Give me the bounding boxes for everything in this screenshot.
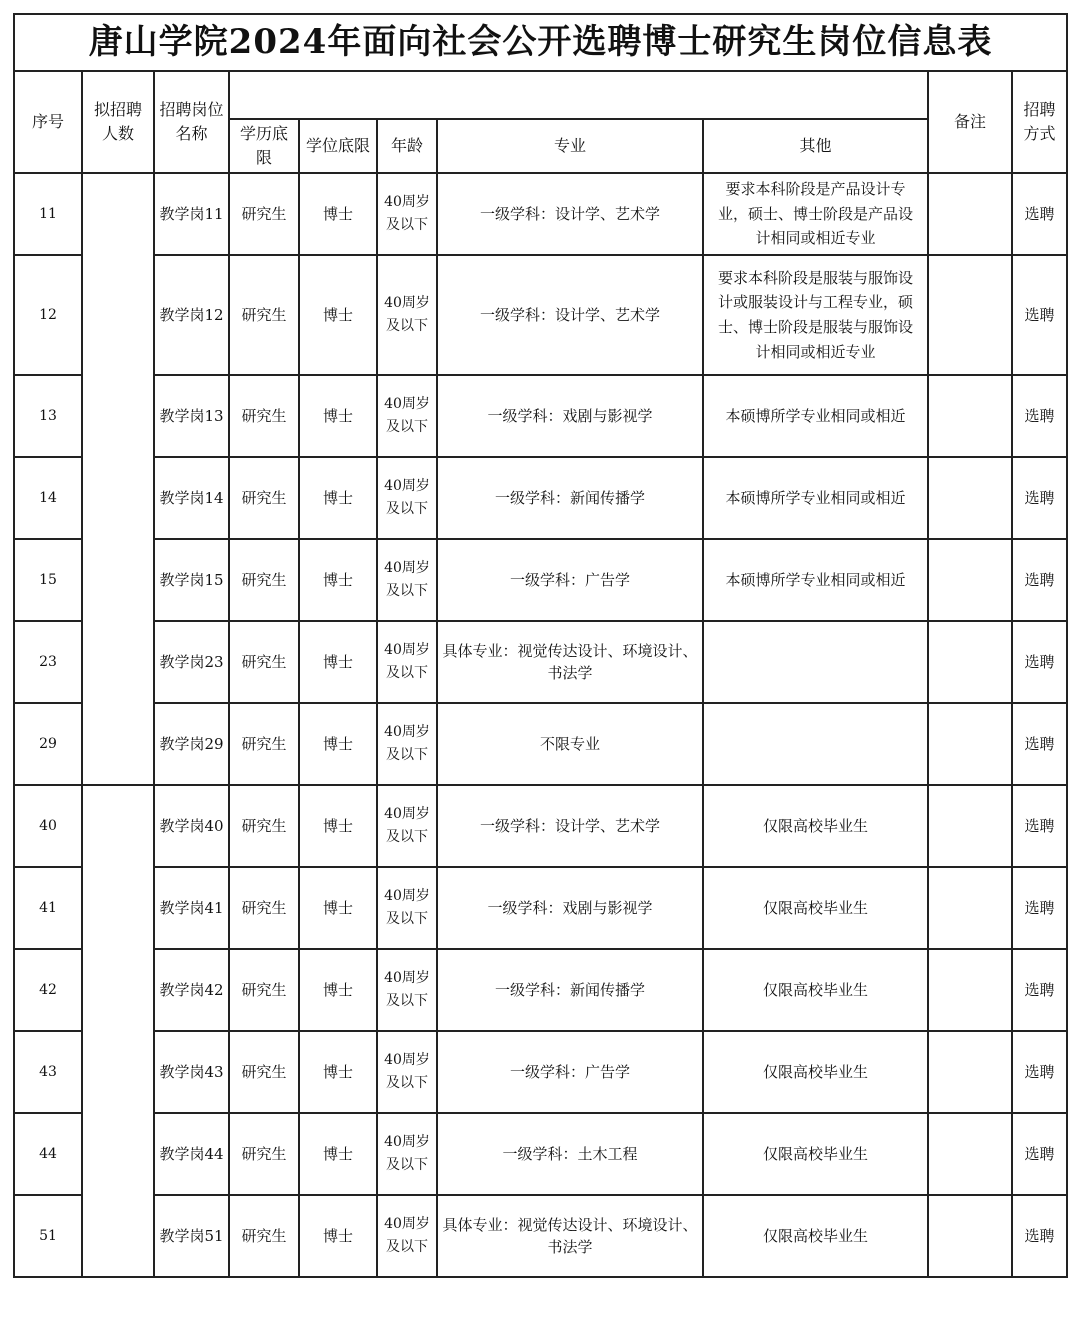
cell-method: 选聘: [1012, 173, 1067, 255]
cell-seq: 13: [14, 375, 82, 457]
cell-seq: 14: [14, 457, 82, 539]
header-method: 招聘方式: [1012, 71, 1067, 173]
cell-remark: [928, 621, 1012, 703]
header-remark: 备注: [928, 71, 1012, 173]
table-row: [14, 1031, 1067, 1113]
header-age: 年龄: [377, 119, 437, 173]
cell-remark: [928, 375, 1012, 457]
table-row: [14, 457, 1067, 539]
cell-other: 本硕博所学专业相同或相近: [703, 457, 928, 539]
cell-post: 教学岗40: [154, 785, 229, 867]
cell-remark: [928, 173, 1012, 255]
cell-seq: 40: [14, 785, 82, 867]
cell-other: 仅限高校毕业生: [703, 867, 928, 949]
cell-method: 选聘: [1012, 785, 1067, 867]
cell-method: 选聘: [1012, 375, 1067, 457]
table-row: [14, 867, 1067, 949]
cell-remark: [928, 949, 1012, 1031]
cell-post: 教学岗41: [154, 867, 229, 949]
header-degree: 学位底限: [299, 119, 377, 173]
cell-major: 具体专业：视觉传达设计、环境设计、书法学: [437, 1195, 703, 1277]
cell-method: 选聘: [1012, 703, 1067, 785]
table-row: [14, 949, 1067, 1031]
cell-degree: 博士: [299, 703, 377, 785]
cell-post: 教学岗13: [154, 375, 229, 457]
cell-age: 40周岁及以下: [377, 457, 437, 539]
cell-remark: [928, 785, 1012, 867]
cell-seq: 43: [14, 1031, 82, 1113]
cell-age: 40周岁及以下: [377, 375, 437, 457]
header-post: 招聘岗位名称: [154, 71, 229, 173]
cell-edu: 研究生: [229, 621, 299, 703]
cell-count-group-2: [82, 785, 154, 1277]
cell-post: 教学岗23: [154, 621, 229, 703]
cell-edu: 研究生: [229, 539, 299, 621]
cell-degree: 博士: [299, 255, 377, 375]
cell-method: 选聘: [1012, 1195, 1067, 1277]
cell-remark: [928, 457, 1012, 539]
cell-age: 40周岁及以下: [377, 539, 437, 621]
cell-remark: [928, 703, 1012, 785]
cell-method: 选聘: [1012, 949, 1067, 1031]
cell-seq: 41: [14, 867, 82, 949]
cell-method: 选聘: [1012, 1031, 1067, 1113]
cell-major: 具体专业：视觉传达设计、环境设计、书法学: [437, 621, 703, 703]
cell-degree: 博士: [299, 457, 377, 539]
cell-age: 40周岁及以下: [377, 785, 437, 867]
cell-post: 教学岗44: [154, 1113, 229, 1195]
cell-method: 选聘: [1012, 621, 1067, 703]
cell-post: 教学岗14: [154, 457, 229, 539]
cell-post: 教学岗51: [154, 1195, 229, 1277]
cell-degree: 博士: [299, 1113, 377, 1195]
cell-method: 选聘: [1012, 457, 1067, 539]
cell-other: 要求本科阶段是产品设计专业，硕士、博士阶段是产品设计相同或相近专业: [703, 173, 928, 255]
cell-age: 40周岁及以下: [377, 867, 437, 949]
table-row: [14, 1113, 1067, 1195]
cell-major: 一级学科：土木工程: [437, 1113, 703, 1195]
cell-other: 仅限高校毕业生: [703, 785, 928, 867]
table-row: [14, 785, 1067, 867]
cell-other: 仅限高校毕业生: [703, 949, 928, 1031]
cell-edu: 研究生: [229, 1031, 299, 1113]
cell-age: 40周岁及以下: [377, 255, 437, 375]
cell-major: 一级学科：设计学、艺术学: [437, 785, 703, 867]
cell-edu: 研究生: [229, 867, 299, 949]
cell-post: 教学岗12: [154, 255, 229, 375]
cell-other: 仅限高校毕业生: [703, 1195, 928, 1277]
cell-major: 一级学科：新闻传播学: [437, 949, 703, 1031]
cell-edu: 研究生: [229, 255, 299, 375]
cell-method: 选聘: [1012, 1113, 1067, 1195]
cell-other: [703, 703, 928, 785]
cell-count-group-1: [82, 173, 154, 785]
cell-edu: 研究生: [229, 375, 299, 457]
table-row: [14, 703, 1067, 785]
header-seq: 序号: [14, 71, 82, 173]
table-row: [14, 173, 1067, 255]
cell-degree: 博士: [299, 785, 377, 867]
position-info-sheet: [13, 13, 1066, 1278]
cell-seq: 11: [14, 173, 82, 255]
cell-method: 选聘: [1012, 539, 1067, 621]
header-count: 拟招聘人数: [82, 71, 154, 173]
cell-other: 本硕博所学专业相同或相近: [703, 375, 928, 457]
cell-degree: 博士: [299, 173, 377, 255]
table-row: [14, 255, 1067, 375]
cell-remark: [928, 1113, 1012, 1195]
cell-degree: 博士: [299, 539, 377, 621]
cell-age: 40周岁及以下: [377, 703, 437, 785]
cell-major: 一级学科：新闻传播学: [437, 457, 703, 539]
header-requirements-group: [229, 71, 928, 119]
cell-seq: 29: [14, 703, 82, 785]
cell-degree: 博士: [299, 375, 377, 457]
cell-degree: 博士: [299, 867, 377, 949]
cell-seq: 23: [14, 621, 82, 703]
cell-edu: 研究生: [229, 785, 299, 867]
cell-post: 教学岗15: [154, 539, 229, 621]
cell-post: 教学岗43: [154, 1031, 229, 1113]
cell-seq: 51: [14, 1195, 82, 1277]
cell-post: 教学岗29: [154, 703, 229, 785]
cell-age: 40周岁及以下: [377, 173, 437, 255]
cell-other: [703, 621, 928, 703]
cell-edu: 研究生: [229, 1195, 299, 1277]
position-table: [13, 13, 1068, 1278]
cell-method: 选聘: [1012, 867, 1067, 949]
cell-method: 选聘: [1012, 255, 1067, 375]
cell-degree: 博士: [299, 949, 377, 1031]
table-row: [14, 539, 1067, 621]
cell-age: 40周岁及以下: [377, 1195, 437, 1277]
cell-age: 40周岁及以下: [377, 1031, 437, 1113]
cell-other: 仅限高校毕业生: [703, 1031, 928, 1113]
cell-edu: 研究生: [229, 457, 299, 539]
table-row: [14, 375, 1067, 457]
cell-seq: 44: [14, 1113, 82, 1195]
header-edu: 学历底限: [229, 119, 299, 173]
cell-edu: 研究生: [229, 173, 299, 255]
page-title: 唐山学院2024年面向社会公开选聘博士研究生岗位信息表: [14, 14, 1067, 71]
cell-remark: [928, 1195, 1012, 1277]
cell-other: 本硕博所学专业相同或相近: [703, 539, 928, 621]
cell-major: 一级学科：戏剧与影视学: [437, 867, 703, 949]
cell-seq: 12: [14, 255, 82, 375]
header-major: 专业: [437, 119, 703, 173]
cell-major: 一级学科：设计学、艺术学: [437, 255, 703, 375]
cell-degree: 博士: [299, 621, 377, 703]
cell-age: 40周岁及以下: [377, 1113, 437, 1195]
cell-age: 40周岁及以下: [377, 621, 437, 703]
cell-major: 一级学科：戏剧与影视学: [437, 375, 703, 457]
cell-other: 要求本科阶段是服装与服饰设计或服装设计与工程专业，硕士、博士阶段是服装与服饰设计相同或相近专业: [703, 255, 928, 375]
cell-degree: 博士: [299, 1031, 377, 1113]
cell-other: 仅限高校毕业生: [703, 1113, 928, 1195]
cell-major: 一级学科：设计学、艺术学: [437, 173, 703, 255]
cell-edu: 研究生: [229, 949, 299, 1031]
cell-remark: [928, 1031, 1012, 1113]
cell-seq: 42: [14, 949, 82, 1031]
cell-edu: 研究生: [229, 703, 299, 785]
cell-post: 教学岗42: [154, 949, 229, 1031]
cell-remark: [928, 539, 1012, 621]
header-other: 其他: [703, 119, 928, 173]
cell-post: 教学岗11: [154, 173, 229, 255]
table-row: [14, 621, 1067, 703]
table-row: [14, 1195, 1067, 1277]
cell-major: 一级学科：广告学: [437, 539, 703, 621]
cell-remark: [928, 255, 1012, 375]
cell-major: 不限专业: [437, 703, 703, 785]
cell-seq: 15: [14, 539, 82, 621]
cell-remark: [928, 867, 1012, 949]
cell-major: 一级学科：广告学: [437, 1031, 703, 1113]
cell-edu: 研究生: [229, 1113, 299, 1195]
cell-degree: 博士: [299, 1195, 377, 1277]
cell-age: 40周岁及以下: [377, 949, 437, 1031]
